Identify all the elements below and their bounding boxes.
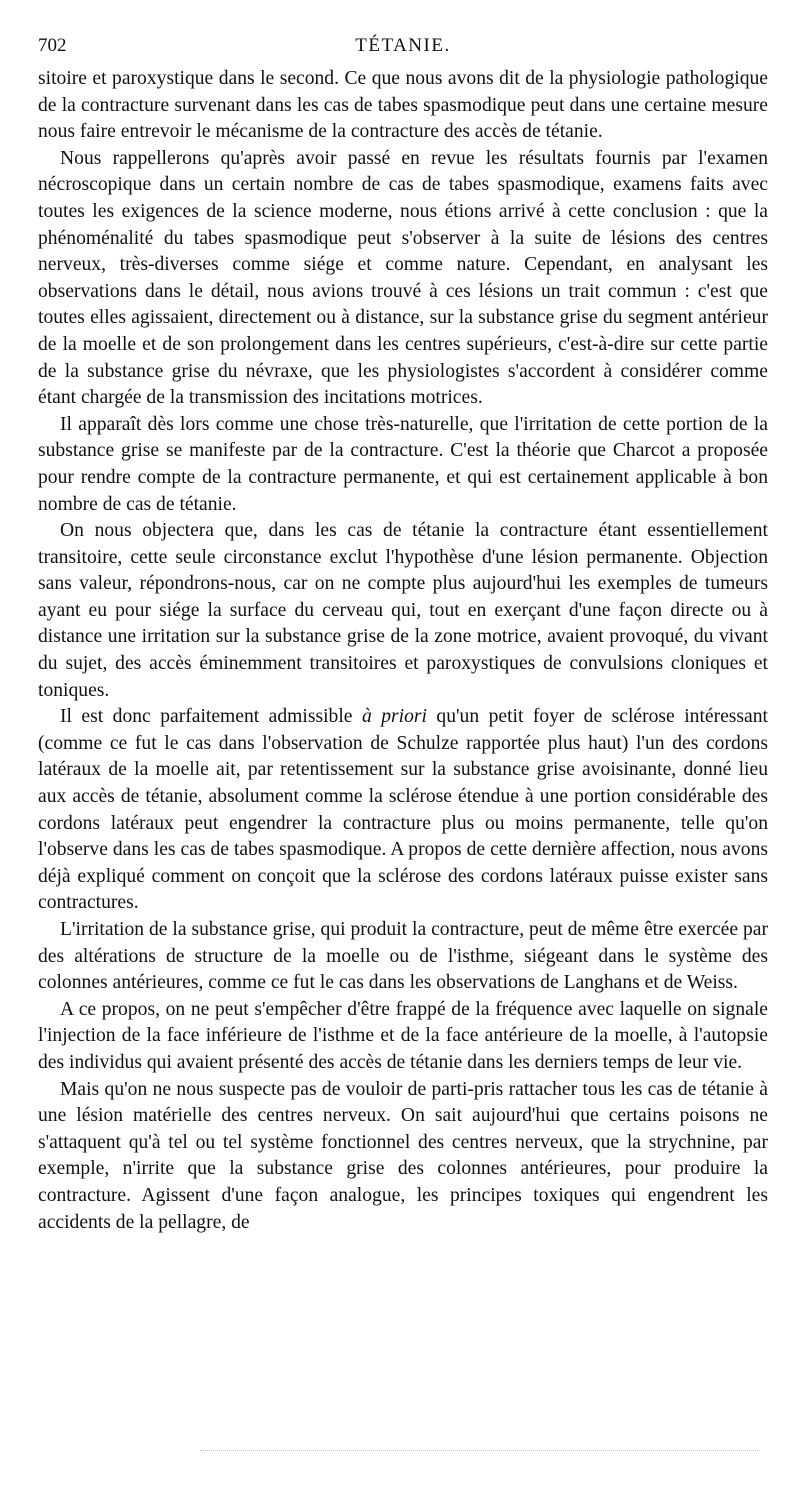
page-header [38, 34, 768, 58]
paragraph-1: sitoire et paroxystique dans le second. Ce que nous avons dit de la physiologie pathologique de la contracture survenant dans les cas de tabes spasmodique peut dans une certaine mesure nous faire entrevoir le mécanisme de la contracture des accès de tétanie. [38, 68, 768, 143]
body-text [38, 66, 768, 1236]
scan-artifact-dots [200, 1450, 760, 1461]
paragraph-3: Il apparaît dès lors comme une chose très-naturelle, que l'irritation de cette portion de la substance grise se manifeste par de la contracture. C'est la théorie que Charcot a proposée pour rendre compte de la contracture permanente, et qui est certainement applicable à bon nombre de cas de tétanie. [38, 413, 768, 515]
paragraph-8: Mais qu'on ne nous suspecte pas de vouloir de parti-pris rattacher tous les cas de tétanie à une lésion matérielle des centres nerveux. On sait aujourd'hui que certains poisons ne s'attaquent qu'à tel ou tel système fonctionnel des centres nerveux, que la strychnine, par exemple, n'irrite que la substance grise des colonnes antérieures, pour produire la contracture. Agissent d'une façon analogue, les principes toxiques qui engendrent les accidents de la pellagre, de [38, 1078, 768, 1233]
paragraph-2: Nous rappellerons qu'après avoir passé en revue les résultats fournis par l'examen nécroscopique dans un certain nombre de cas de tabes spasmodique, examens faits avec toutes les exigences de la science moderne, nous étions arrivé à cette conclusion : que la phénoménalité du tabes spasmodique peut s'observer à la suite de lésions des centres nerveux, très-diverses comme siége et comme nature. Cependant, en analysant les observations dans le détail, nous avions trouvé à ces lésions un trait commun : c'est que toutes elles agissaient, directement ou à distance, sur la substance grise du segment antérieur de la moelle et de son prolongement dans les centres supérieurs, c'est-à-dire sur cette partie de la substance grise du névraxe, que les physiologistes s'accordent à considérer comme étant chargée de la transmission des incitations motrices. [38, 147, 768, 409]
paragraph-5-start: Il est donc parfaitement admissible [60, 706, 362, 728]
paragraph-5-rest: qu'un petit foyer de sclérose intéressant (comme ce fut le cas dans l'observation de Schulze rapportée plus haut) l'un des cordons latéraux de la moelle ait, par retentissement sur la substance grise avoisinante, donné lieu aux accès de tétanie, absolument comme la sclérose étendue à une portion considérable des cordons latéraux peut engendrer la contracture plus ou moins permanente, telle qu'on l'observe dans les cas de tabes spasmodique. A propos de cette dernière affection, nous avons déjà expliqué comment on conçoit que la sclérose des cordons latéraux puisse exister sans contractures. [38, 706, 768, 914]
page-number: 702 [38, 35, 67, 56]
paragraph-6: L'irritation de la substance grise, qui produit la contracture, peut de même être exercée par des altérations de structure de la moelle ou de l'isthme, siégeant dans le système des colonnes antérieures, comme ce fut le cas dans les observations de Langhans et de Weiss. [38, 919, 768, 994]
paragraph-7: A ce propos, on ne peut s'empêcher d'être frappé de la fréquence avec laquelle on signale l'injection de la face inférieure de l'isthme et de la face antérieure de la moelle, à l'autopsie des individus qui avaient présenté des accès de tétanie dans les derniers temps de leur vie. [38, 998, 768, 1073]
emphasis-a-priori: à priori [361, 706, 427, 728]
running-title: TÉTANIE. [355, 35, 451, 56]
paragraph-5 [38, 704, 768, 917]
paragraph-4: On nous objectera que, dans les cas de tétanie la contracture étant essentiellement transitoire, cette seule circonstance exclut l'hypothèse d'une lésion permanente. Objection sans valeur, répondrons-nous, car on ne compte plus aujourd'hui les exemples de tumeurs ayant eu pour siége la surface du cerveau qui, tout en exerçant d'une façon directe ou à distance une irritation sur la substance grise de la zone motrice, avaient provoqué, du vivant du sujet, des accès éminemment transitoires et paroxystiques de convulsions cloniques et toniques. [38, 520, 768, 701]
